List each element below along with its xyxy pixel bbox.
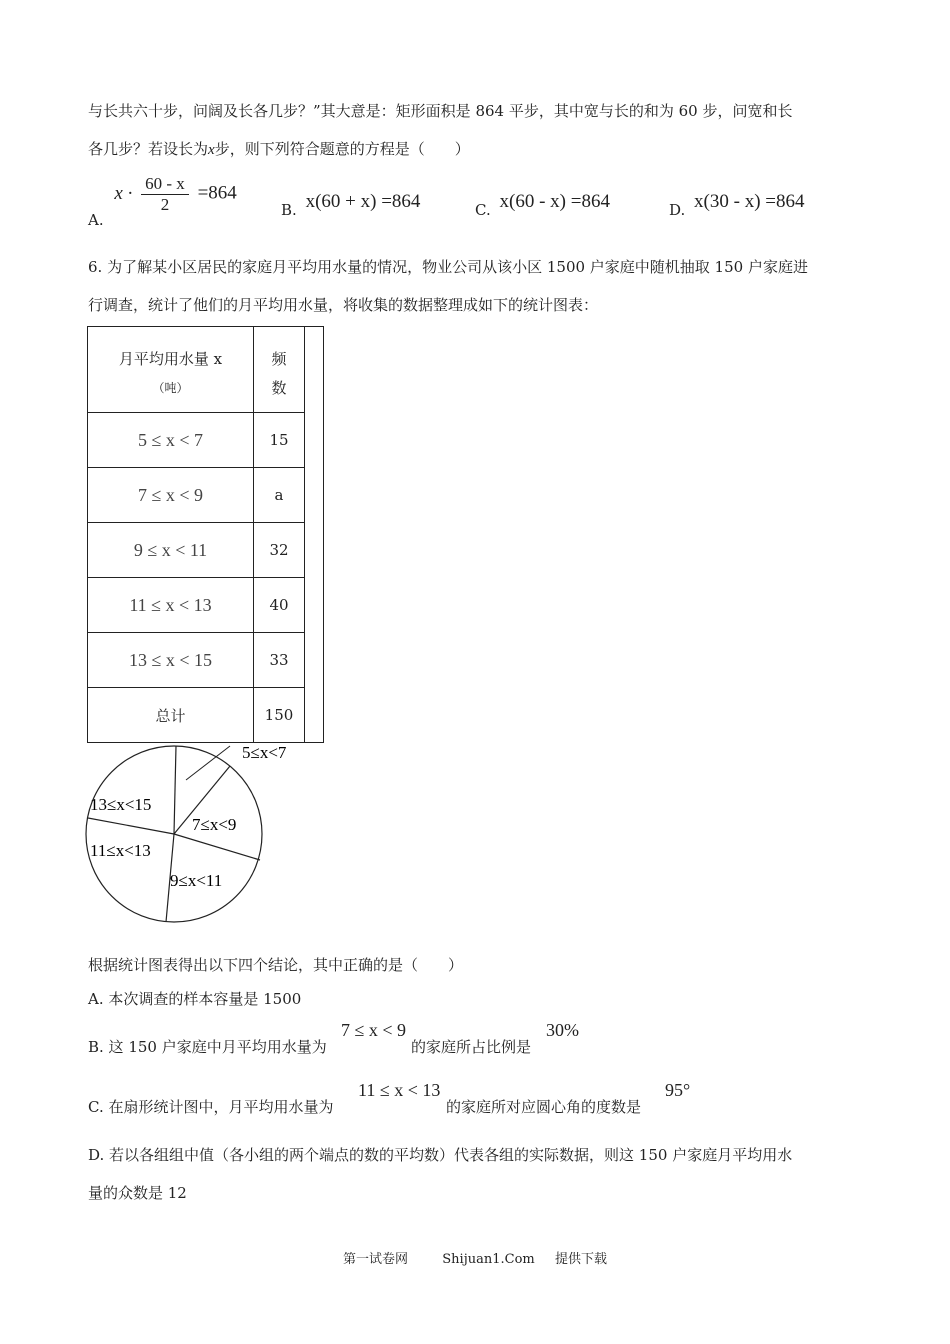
table-row (88, 523, 324, 578)
q6-option-d-line1: D. 若以各组组中值（各小组的两个端点的数的平均数）代表各组的实际数据，则这 150 户家庭月平均用水 (88, 1146, 793, 1164)
option-d-expr: x(30 - x) =864 (694, 191, 805, 212)
pie-label-5-7: 5≤x<7 (242, 743, 287, 762)
q6-option-b (88, 1036, 327, 1058)
option-c-expr: x(60 - x) =864 (499, 191, 610, 212)
q6-text-line1: 6. 为了解某小区居民的家庭月平均用水量的情况，物业公司从该小区 1500 户家庭中随机抽取 150 户家庭进 (88, 258, 808, 276)
header-col1-line2: （吨） (152, 380, 189, 395)
option-b-math: 7 ≤ x < 9 (341, 1020, 407, 1040)
q6-option-d-line2: 量的众数是 12 (88, 1184, 187, 1202)
option-a-label: A. (88, 210, 104, 229)
q6-option-a: A. 本次调查的样本容量是 1500 (88, 990, 302, 1008)
q5-text-line1: 与长共六十步，问阔及长各几步？”其大意是：矩形面积是 864 平步，其中宽与长的和为 60 步，问宽和长 (88, 102, 793, 120)
total-value-cell: 150 (254, 688, 305, 743)
footer-site-name: 第一试卷网 (342, 1252, 408, 1267)
option-a-fraction (141, 174, 189, 215)
footer-site-url[interactable]: Shijuan1.Com (442, 1252, 535, 1267)
option-c-value: 95° (665, 1080, 691, 1100)
range-cell: 7 ≤ x < 9 (88, 468, 254, 523)
option-b-label: B. (281, 201, 297, 219)
footer-download: 提供下载 (555, 1252, 608, 1267)
header-col2-line1: 频 (271, 349, 287, 368)
option-a-rhs: =864 (197, 182, 237, 204)
header-col1-line1: 月平均用水量 x (118, 349, 223, 368)
q6-option-c (88, 1096, 333, 1118)
option-c-post: 的家庭所对应圆心角的度数是 (446, 1098, 642, 1116)
table-row (88, 468, 324, 523)
q5-option-b (281, 191, 421, 219)
freq-cell: 15 (254, 413, 305, 468)
table-blank-column (305, 327, 324, 743)
q5-line2-pre: 各几步？若设长为 (88, 140, 209, 158)
range-cell: 11 ≤ x < 13 (88, 578, 254, 633)
pie-chart (80, 738, 320, 928)
option-a-x: x · (114, 182, 133, 204)
page-footer (0, 1248, 950, 1267)
freq-cell: 32 (254, 523, 305, 578)
option-b-pre: B. 这 150 户家庭中月平均用水量为 (88, 1038, 327, 1056)
q5-line2-post: 步，则下列符合题意的方程是（ ） (214, 140, 470, 158)
q6-text-line2: 行调查，统计了他们的月平均用水量，将收集的数据整理成如下的统计图表： (88, 296, 599, 314)
pie-divider (88, 818, 174, 834)
q5-option-d (669, 191, 805, 219)
pie-label-9-11: 9≤x<11 (170, 871, 223, 890)
q5-text-line2 (88, 138, 470, 161)
total-label-cell: 总计 (88, 688, 254, 743)
q5-option-c (475, 191, 610, 219)
option-c-math: 11 ≤ x < 13 (358, 1080, 441, 1100)
pie-divider (174, 746, 176, 834)
option-c-pre: C. 在扇形统计图中，月平均用水量为 (88, 1098, 334, 1116)
range-cell: 9 ≤ x < 11 (88, 523, 254, 578)
table-row (88, 633, 324, 688)
table-row (88, 413, 324, 468)
freq-cell: 40 (254, 578, 305, 633)
header-col2-line2: 数 (271, 378, 287, 397)
conclusion-intro: 根据统计图表得出以下四个结论，其中正确的是（ ） (88, 956, 464, 974)
option-a-numerator: 60 - x (141, 174, 189, 195)
table-header-row (88, 327, 324, 413)
pie-label-11-13: 11≤x<13 (90, 841, 151, 860)
pie-divider (174, 834, 260, 860)
header-water-usage (88, 327, 254, 413)
pie-label-13-15: 13≤x<15 (90, 795, 152, 814)
table-total-row (88, 688, 324, 743)
pie-label-7-9: 7≤x<9 (192, 815, 237, 834)
frequency-table (87, 326, 324, 743)
freq-cell: 33 (254, 633, 305, 688)
option-d-label: D. (669, 201, 686, 219)
option-b-value: 30% (546, 1020, 579, 1040)
q5-variable: x (208, 142, 215, 158)
range-cell: 5 ≤ x < 7 (88, 413, 254, 468)
freq-cell: a (254, 468, 305, 523)
table-row (88, 578, 324, 633)
option-b-post: 的家庭所占比例是 (411, 1038, 532, 1056)
option-b-expr: x(60 + x) =864 (305, 191, 421, 212)
option-a-denominator: 2 (160, 195, 170, 214)
range-cell: 13 ≤ x < 15 (88, 633, 254, 688)
q5-option-a (88, 174, 237, 229)
header-frequency (254, 327, 305, 413)
option-c-label: C. (475, 201, 491, 219)
